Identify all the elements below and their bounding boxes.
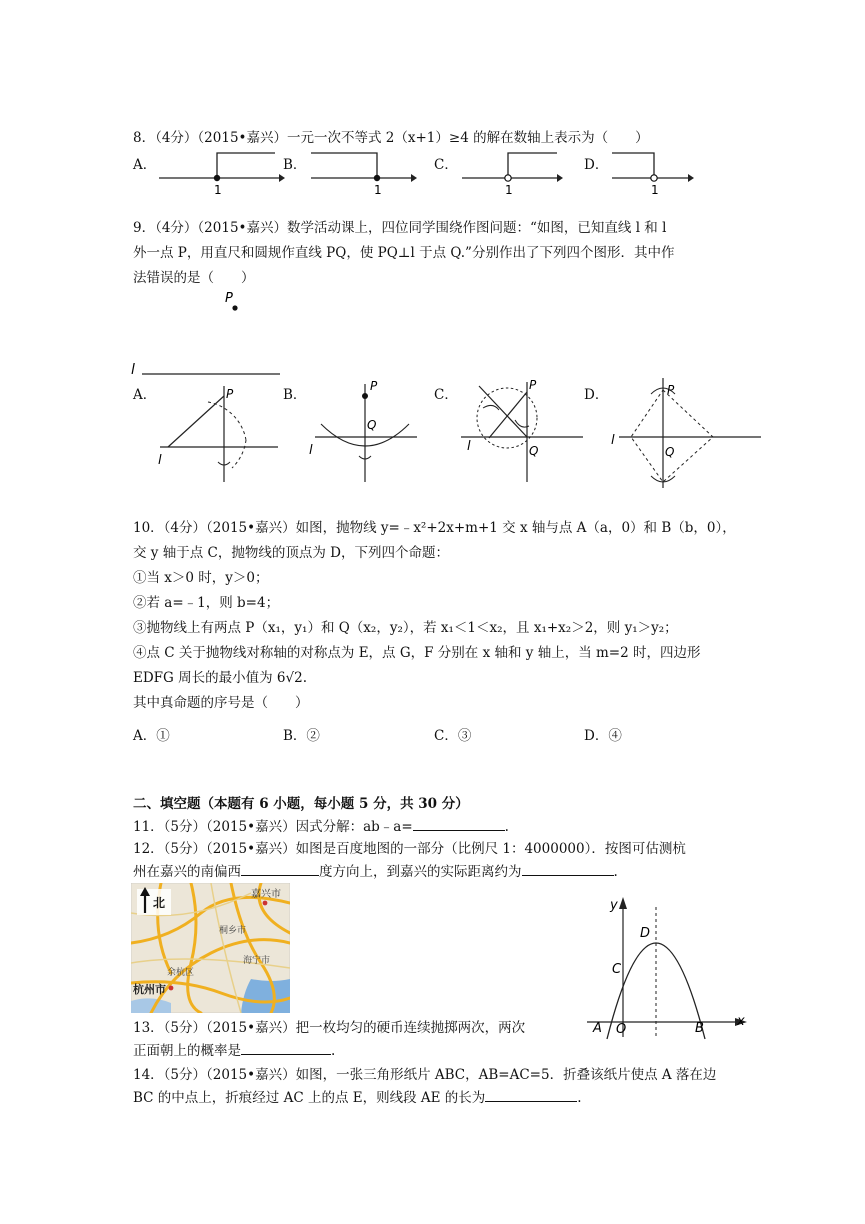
q10-proposition-3: ③抛物线上有两点 P（x₁，y₁）和 Q（x₂，y₂），若 x₁＜1＜x₂，且 x₁+x₂＞2，则 y₁＞y₂；	[133, 620, 678, 636]
map-yuhang-label: 余杭区	[167, 968, 195, 978]
map-tongxiang-label: 桐乡市	[219, 926, 247, 936]
q14-line1: 14．（5分）（2015•嘉兴）如图，一张三角形纸片 ABC，AB=AC=5．折叠该纸片使点 A 落在边	[133, 1067, 717, 1083]
q8-d-tick: 1	[651, 183, 659, 197]
q8-b-tick: 1	[374, 183, 382, 197]
q10-ask: 其中真命题的序号是（ ）	[133, 695, 309, 711]
q9-option-c-label[interactable]: C．	[434, 387, 458, 403]
graph-d-label: D	[640, 926, 651, 941]
q9-b-q-label: Q	[367, 418, 377, 432]
q9-given-p-label: P	[225, 291, 233, 306]
q10-proposition-4b: EDFG 周长的最小值为 6√2.	[133, 670, 307, 686]
q8-option-a-label[interactable]: A．	[133, 157, 157, 173]
q14-line2: BC 的中点上，折痕经过 AC 上的点 E，则线段 AE 的长为 .	[133, 1086, 582, 1110]
q12-line2b: 度方向上，到嘉兴的实际距离约为	[319, 864, 522, 880]
section-2-heading: 二、填空题（本题有 6 小题，每小题 5 分，共 30 分）	[133, 796, 469, 812]
q9-given-figure	[128, 288, 288, 380]
q14-line2-text: BC 的中点上，折痕经过 AC 上的点 E，则线段 AE 的长为	[133, 1090, 486, 1106]
q8-c-tick: 1	[505, 183, 513, 197]
q9-a-l-label: l	[158, 453, 162, 468]
q11-stem: 11．（5分）（2015•嘉兴）因式分解：ab﹣a=	[133, 819, 413, 835]
q10-proposition-1: ①当 x＞0 时，y＞0；	[133, 570, 269, 586]
q9-option-d-label[interactable]: D．	[584, 387, 609, 403]
q12-line2: 州在嘉兴的南偏西 度方向上，到嘉兴的实际距离约为 .	[133, 860, 618, 884]
q8-option-d-label[interactable]: D．	[584, 157, 609, 173]
q8-text: 8．（4分）（2015•嘉兴）一元一次不等式 2（x+1）≥4 的解在数轴上表示为（ ）	[133, 130, 649, 146]
graph-x-label: x	[737, 1014, 745, 1029]
q8-a-tick: 1	[214, 183, 222, 197]
q9-b-p-label: P	[370, 379, 378, 393]
map-hangzhou-label: 杭州市	[133, 983, 166, 996]
q12-blank-distance[interactable]	[522, 861, 614, 876]
graph-c-label: C	[612, 962, 622, 977]
q9-given-point-p	[232, 305, 237, 310]
q12-line1: 12．（5分）（2015•嘉兴）如图是百度地图的一部分（比例尺 1：4000000）．按图可估测杭	[133, 841, 686, 857]
q9-figure-b	[305, 378, 425, 488]
q10-parabola-graph	[577, 893, 755, 1041]
graph-a-label: A	[593, 1021, 602, 1036]
q13-line1: 13．（5分）（2015•嘉兴）把一枚均匀的硬币连续抛掷两次，两次	[133, 1020, 526, 1036]
q9-c-l-label: l	[467, 439, 471, 454]
q9-figure-c	[455, 374, 585, 486]
q10-proposition-4: ④点 C 关于抛物线对称轴的对称点为 E，点 G，F 分别在 x 轴和 y 轴上，当 m=2 时，四边形	[133, 645, 701, 661]
q9-figure-a	[150, 378, 280, 486]
map-haining-label: 海宁市	[243, 956, 271, 966]
graph-y-label: y	[610, 898, 618, 913]
graph-o-label: O	[616, 1022, 627, 1037]
q10-line1: 10．（4分）（2015•嘉兴）如图，抛物线 y=﹣x²+2x+m+1 交 x 轴与点 A（a，0）和 B（b，0），	[133, 520, 736, 536]
q9-a-p-label: P	[226, 387, 234, 401]
q9-b-l-label: l	[309, 443, 313, 458]
q10-option-b[interactable]: B．②	[283, 728, 320, 744]
q8-numberline-a	[155, 150, 285, 198]
q9-c-q-label: Q	[529, 444, 539, 458]
q11-blank[interactable]	[413, 816, 505, 831]
q10-option-c[interactable]: C．③	[434, 728, 472, 744]
q9-figure-d	[605, 374, 765, 492]
q10-line2: 交 y 轴于点 C，抛物线的顶点为 D，下列四个命题：	[133, 545, 449, 561]
q8-option-c-label[interactable]: C．	[434, 157, 458, 173]
q9-d-l-label: l	[611, 433, 615, 448]
q13-blank[interactable]	[241, 1040, 331, 1055]
q8-numberline-c	[458, 150, 563, 198]
q8-numberline-d	[608, 150, 694, 198]
q9-option-b-label[interactable]: B．	[283, 387, 307, 403]
q10-option-a[interactable]: A．①	[133, 728, 170, 744]
q11-text: 11．（5分）（2015•嘉兴）因式分解：ab﹣a= .	[133, 815, 509, 839]
q12-blank-angle[interactable]	[241, 861, 319, 876]
q10-proposition-2: ②若 a=﹣1，则 b=4；	[133, 595, 280, 611]
q9-given-l-label: l	[131, 362, 135, 378]
map-jiaxing-label: 嘉兴市	[251, 889, 281, 900]
q12-line2a: 州在嘉兴的南偏西	[133, 864, 241, 880]
q13-line2: 正面朝上的概率是 .	[133, 1039, 335, 1063]
q8-numberline-b	[307, 150, 417, 198]
q8-option-b-label[interactable]: B．	[283, 157, 307, 173]
q9-line3: 法错误的是（ ）	[133, 270, 255, 286]
q12-map	[131, 883, 290, 1013]
q13-line2-text: 正面朝上的概率是	[133, 1043, 241, 1059]
map-north-label: 北	[153, 896, 166, 910]
q9-option-a-label[interactable]: A．	[133, 387, 157, 403]
q9-d-p-label: P	[667, 383, 675, 397]
q14-blank[interactable]	[485, 1087, 577, 1102]
q9-line1: 9．（4分）（2015•嘉兴）数学活动课上，四位同学围绕作图问题：“如图，已知直线 l 和 l	[133, 220, 667, 236]
q9-line2: 外一点 P，用直尺和圆规作直线 PQ，使 PQ⊥l 于点 Q.”分别作出了下列四个图形．其中作	[133, 245, 675, 261]
graph-b-label: B	[695, 1021, 704, 1036]
q9-c-p-label: P	[529, 378, 537, 392]
q9-d-q-label: Q	[665, 445, 675, 459]
q10-option-d[interactable]: D．④	[584, 728, 622, 744]
